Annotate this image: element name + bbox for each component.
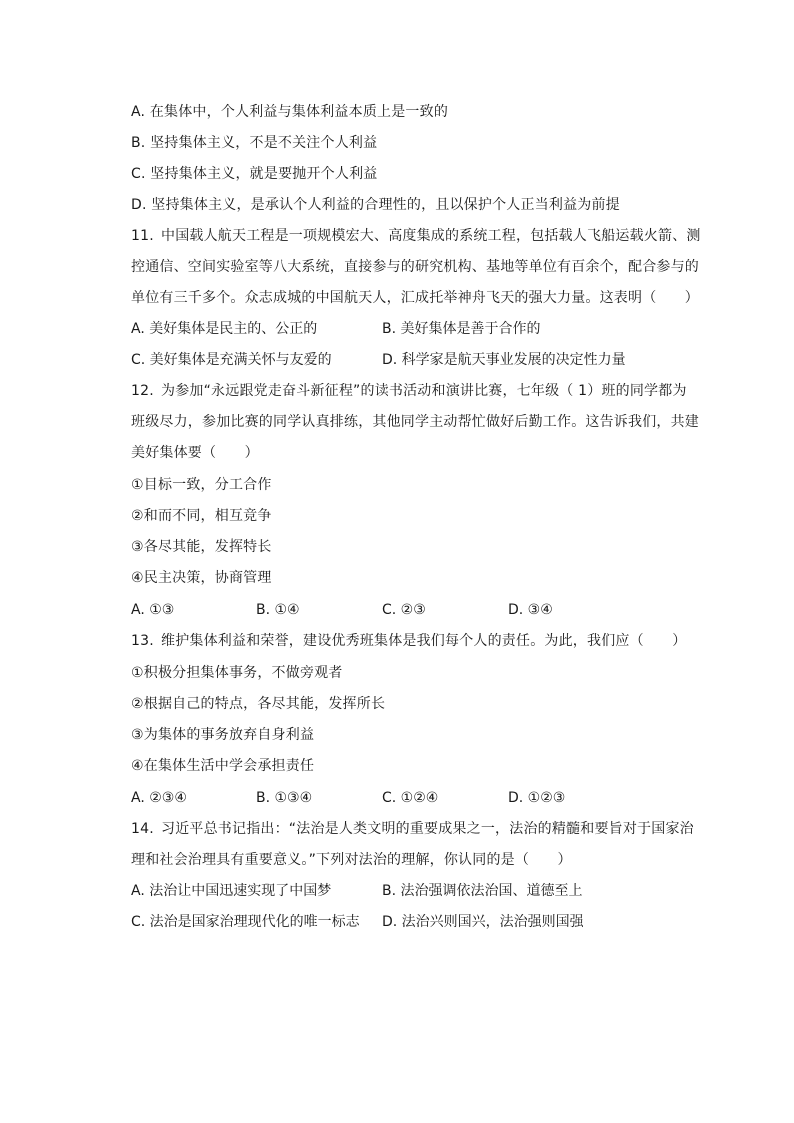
q12-item-1: ①目标一致，分工合作 [131, 477, 272, 493]
q13-item-4: ④在集体生活中学会承担责任 [131, 758, 315, 774]
q12-item-2: ②和而不同，相互竞争 [131, 508, 272, 524]
q14-stem-line-1 [131, 814, 711, 845]
q11-stem-line-2: 控通信、空间实验室等八大系统，直接参与的研究机构、基地等单位有百余个，配合参与的 [131, 259, 699, 275]
q11-options-row-2 [131, 345, 711, 376]
q13-option-b: B. ①③④ [256, 790, 313, 806]
q12-stem-line-3: 美好集体要（ ） [131, 445, 259, 461]
q14-number: 14. [131, 821, 154, 837]
q11-stem-line-3: 单位有三千多个。众志成城的中国航天人，汇成托举神舟飞天的强大力量。这表明（ ） [131, 290, 699, 306]
q13-stem-text-1: 维护集体利益和荣誉，建设优秀班集体是我们每个人的责任。为此，我们应（ ） [161, 633, 687, 649]
q11-option-a: A. 美好集体是民主的、公正的 [131, 321, 318, 337]
q12-option-d: D. ③④ [508, 602, 553, 618]
q13-option-a: A. ②③④ [131, 790, 187, 806]
q14-option-d: D. 法治兴则国兴，法治强则国强 [382, 914, 584, 930]
q12-item-3: ③各尽其能，发挥特长 [131, 539, 272, 555]
q14-option-b: B. 法治强调依法治国、道德至上 [382, 883, 583, 899]
q10-option-b: B. 坚持集体主义，不是不关注个人利益 [131, 135, 378, 151]
q11-option-c: C. 美好集体是充满关怀与友爱的 [131, 352, 332, 368]
q12-option-b: B. ①④ [256, 602, 300, 618]
q10-option-c: C. 坚持集体主义，就是要抛开个人利益 [131, 166, 378, 182]
q13-item-3: ③为集体的事务放弃自身利益 [131, 727, 315, 743]
q13-stem-line-1 [131, 626, 711, 657]
q13-item-2: ②根据自己的特点，各尽其能，发挥所长 [131, 696, 386, 712]
q12-stem-text-1: 为参加“永远跟党走奋斗新征程”的读书活动和演讲比赛，七年级（ 1）班的同学都为 [161, 383, 687, 399]
q14-option-c: C. 法治是国家治理现代化的唯一标志 [131, 914, 360, 930]
q14-stem-text-1: 习近平总书记指出：“法治是人类文明的重要成果之一，法治的精髓和要旨对于国家治 [161, 821, 694, 837]
q11-stem-text-1: 中国载人航天工程是一项规模宏大、高度集成的系统工程，包括载人飞船运载火箭、测 [161, 228, 701, 244]
q13-number: 13. [131, 633, 154, 649]
q11-option-d: D. 科学家是航天事业发展的决定性力量 [382, 352, 626, 368]
q13-item-1: ①积极分担集体事务，不做旁观者 [131, 665, 343, 681]
q11-options-row-1 [131, 314, 711, 345]
q14-options-row-2 [131, 907, 711, 938]
q10-option-a: A. 在集体中，个人利益与集体利益本质上是一致的 [131, 104, 449, 120]
q14-options-row-1 [131, 876, 711, 907]
q12-options-row [131, 595, 711, 626]
q12-stem-line-1 [131, 376, 711, 407]
q13-options-row [131, 783, 711, 814]
q13-option-c: C. ①②④ [382, 790, 439, 806]
q10-option-d: D. 坚持集体主义，是承认个人利益的合理性的，且以保护个人正当利益为前提 [131, 197, 620, 213]
q11-option-b: B. 美好集体是善于合作的 [382, 321, 541, 337]
q11-number: 11. [131, 228, 154, 244]
q13-option-d: D. ①②③ [508, 790, 566, 806]
q12-number: 12. [131, 383, 154, 399]
q12-stem-line-2: 班级尽力，参加比赛的同学认真排练，其他同学主动帮忙做好后勤工作。这告诉我们，共建 [131, 414, 699, 430]
q14-stem-line-2: 理和社会治理具有重要意义。”下列对法治的理解，你认同的是（ ） [131, 852, 572, 868]
q12-option-a: A. ①③ [131, 602, 175, 618]
q12-item-4: ④民主决策，协商管理 [131, 570, 272, 586]
q11-stem-line-1 [131, 221, 711, 252]
q14-option-a: A. 法治让中国迅速实现了中国梦 [131, 883, 332, 899]
q12-option-c: C. ②③ [382, 602, 426, 618]
